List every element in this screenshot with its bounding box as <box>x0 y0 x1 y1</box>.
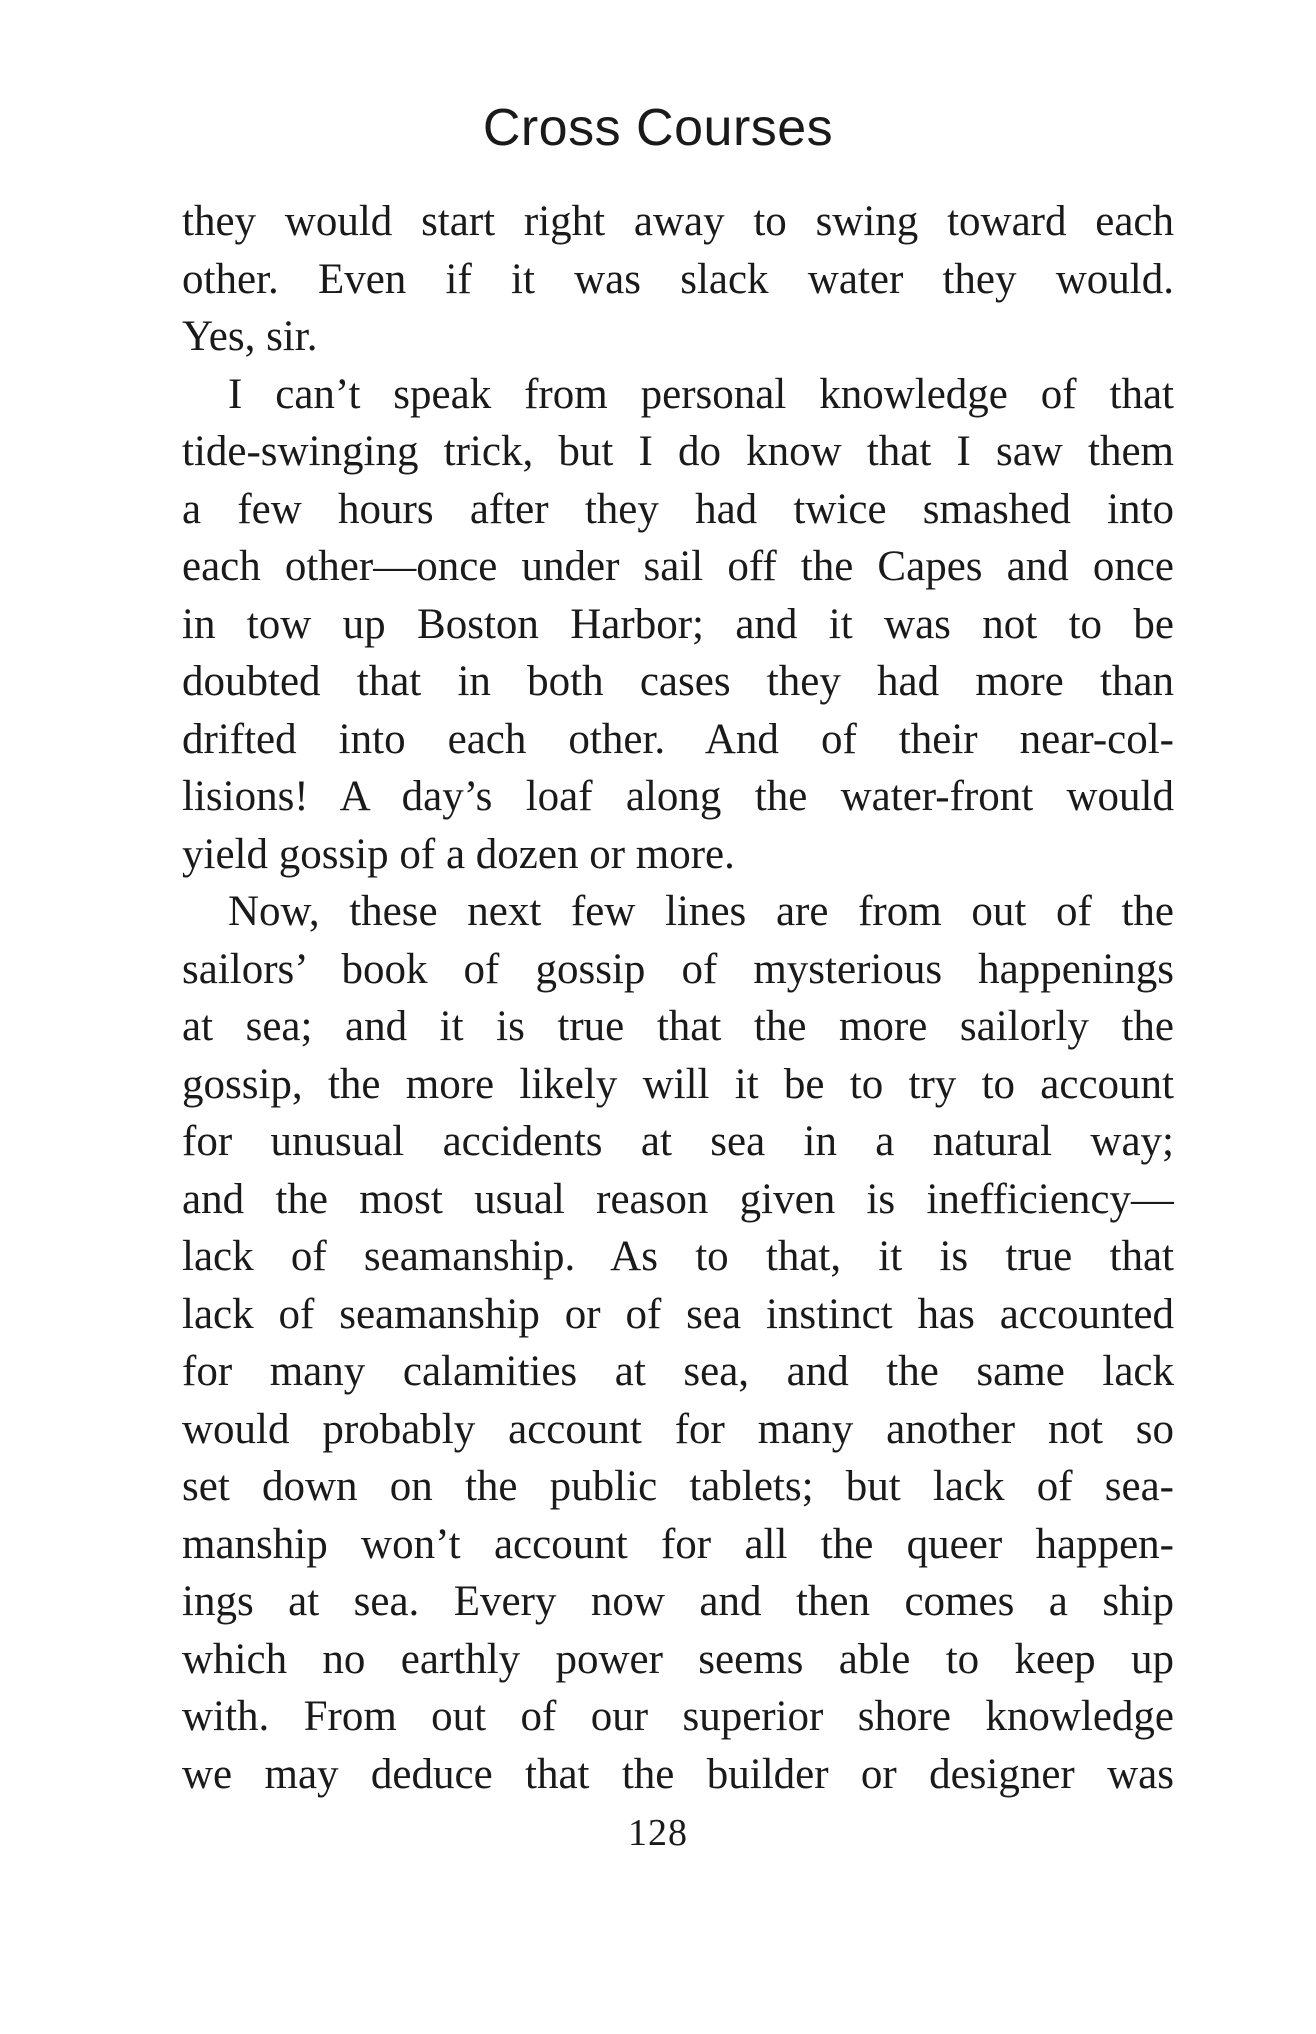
text-line: Yes, sir. <box>182 313 318 360</box>
text-line: would probably account for many another not so <box>182 1405 1174 1453</box>
paragraph-2 <box>182 366 1174 884</box>
text-line: drifted into each other. And of their near-col- <box>182 715 1174 763</box>
text-line: gossip, the more likely will it be to try to account <box>182 1060 1174 1108</box>
body-text <box>182 193 1174 1803</box>
running-head: Cross Courses <box>482 99 834 157</box>
text-line: sailors’ book of gossip of mysterious happenings <box>182 945 1174 993</box>
text-line: other. Even if it was slack water they would. <box>182 255 1174 303</box>
text-line: lack of seamanship. As to that, it is true that <box>182 1233 1174 1280</box>
page-number: 128 <box>628 1812 688 1854</box>
text-line: tide-swinging trick, but I do know that I saw them <box>182 428 1174 475</box>
paragraph-1 <box>182 193 1174 366</box>
text-line: yield gossip of a dozen or more. <box>182 830 735 878</box>
text-line: and the most usual reason given is inefficiency— <box>182 1175 1174 1223</box>
text-line: a few hours after they had twice smashed into <box>182 485 1174 533</box>
paragraph-3 <box>182 883 1174 1803</box>
text-line: we may deduce that the builder or designer was <box>182 1750 1174 1798</box>
text-line: they would start right away to swing toward each <box>182 198 1174 245</box>
text-line: ings at sea. Every now and then comes a ship <box>182 1578 1174 1625</box>
text-line: I can’t speak from personal knowledge of that <box>228 370 1174 418</box>
text-line: for many calamities at sea, and the same lack <box>182 1348 1174 1395</box>
text-line: set down on the public tablets; but lack of sea- <box>182 1463 1174 1510</box>
text-line: Now, these next few lines are from out of the <box>228 888 1174 935</box>
text-line: in tow up Boston Harbor; and it was not to be <box>182 600 1174 648</box>
text-line: with. From out of our superior shore knowledge <box>182 1693 1174 1740</box>
text-line: at sea; and it is true that the more sailorly the <box>182 1003 1174 1050</box>
text-line: lack of seamanship or of sea instinct has accounted <box>182 1290 1174 1338</box>
text-line: which no earthly power seems able to keep up <box>182 1635 1174 1683</box>
text-line: lisions! A day’s loaf along the water-front would <box>182 773 1174 820</box>
text-line: doubted that in both cases they had more than <box>182 658 1174 705</box>
text-line: each other—once under sail off the Capes and once <box>182 543 1174 590</box>
text-line: for unusual accidents at sea in a natural way; <box>182 1118 1174 1165</box>
text-line: manship won’t account for all the queer happen- <box>182 1520 1174 1568</box>
